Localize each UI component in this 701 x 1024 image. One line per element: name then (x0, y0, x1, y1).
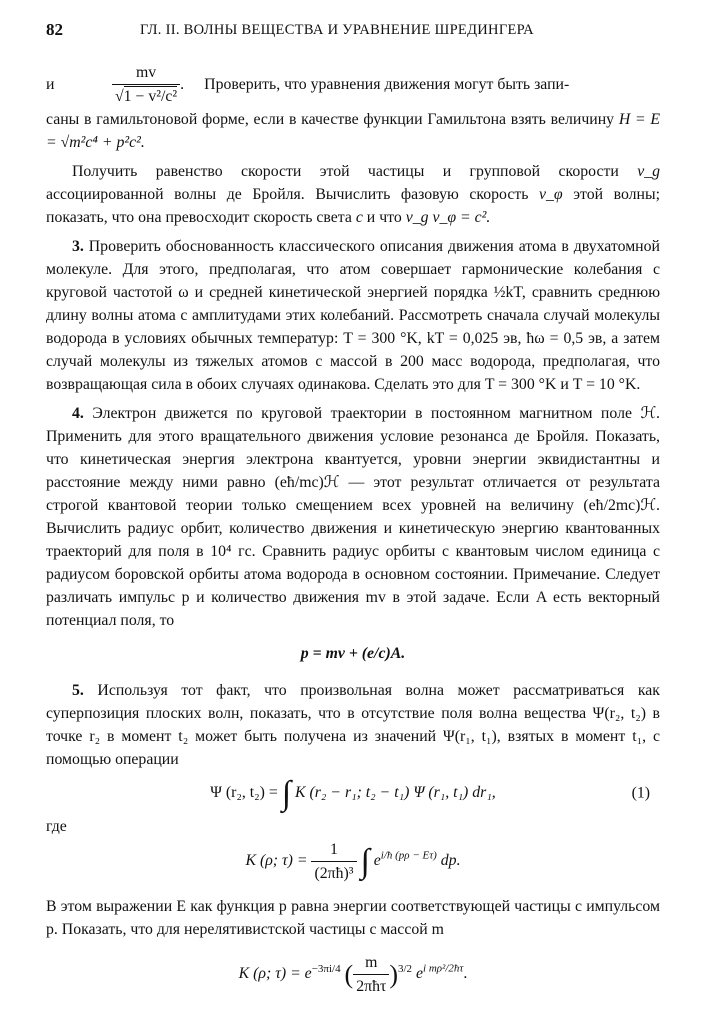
problem-5 (46, 679, 660, 771)
and-word: и (46, 75, 55, 93)
page-body (46, 60, 660, 1008)
fraction-denominator: √1 − v²/c² (115, 87, 178, 105)
momentum-fraction (112, 61, 180, 108)
problem-4 (46, 402, 660, 632)
hamilton-paragraph: саны в гамильтоновой форме, если в качестве функции Гамильтона взять величину H = E = √m²c⁴ + p²c². (46, 111, 660, 151)
group-velocity-paragraph: Получить равенство скорости этой частицы и групповой скорости v_g ассоциированной волны де Бройля. Вычислить фазовую скорость v_φ этой волны; показать, что она превосходит скорость света c и что v_g v_φ = c². (46, 163, 661, 226)
problem-3-number: 3. (72, 238, 84, 255)
momentum-equation: p = mv + (e/c)A. (300, 645, 406, 662)
nonrelativistic-paragraph: В этом выражении E как функция p равна энергии соответствующей частицы с импульсом p. Показать, что для нерелятивистской частицы с массой m (46, 897, 660, 938)
lead-line: и $\frac{mv}{\text{√1 − v²/c²}}$ . Проверить, что уравнения движения могут быть запи- (46, 60, 660, 108)
running-header (46, 20, 656, 42)
hamiltonian-formula: H = E = √m²c⁴ + p²c². (46, 111, 660, 151)
page-number: 82 (46, 20, 63, 39)
running-title: ГЛ. II. ВОЛНЫ ВЕЩЕСТВА И УРАВНЕНИЕ ШРЕДИНГЕРА (140, 22, 534, 38)
where-word: где (46, 817, 67, 835)
lead-text: Проверить, что уравнения движения могут быть запи- (204, 75, 570, 93)
equation-1: Ψ (r₂, t₂) = ∫ K (r₂ − r₁; t₂ − t₁) Ψ (r₁, t₁) dr₁, (1) (210, 774, 650, 812)
fraction-numerator: mv (112, 61, 180, 85)
equation-3: K (ρ; $\tau) = e^{-3\pi i/4}$ ( $\frac{m}{\text{2πħτ}}$ )$^{3/2}$ $e^{i m\rho^2/2ħ\tau}$. (46, 951, 660, 998)
problem-3-text: Проверить обоснованность классического описания движения атома в двухатомной молекуле. Для этого, предполагая, что атом совершает гармонические колебания с круговой частотой ω и средней кинетической энергией порядка ½kT, сравнить среднюю длину волны атома с амплитудами этих колебаний. Рассмотреть сначала случай молекулы водорода в условиях обычных температур: T = 300 °K, kT = 0,025 эв, ħω = 0,5 эв, а затем случай молекулы из тяжелых атомов с массой в 200 масс водорода, предполагая, что возвращающая сила в обоих случаях одинакова. Сделать это для T = 300 °K и T = 10 °K. (46, 238, 660, 393)
equation-number: (1) (631, 784, 650, 802)
problem-5-text: Используя тот факт, что произвольная волна может рассматриваться как суперпозиция плоских волн, показать, что в отсутствие поля волна вещества Ψ(r₂, t₂) в точке r₂ в момент t₂ может быть получена из значений Ψ(r₁, t₁), взятых в момент t₁, с помощью операции (46, 682, 660, 768)
problem-3 (46, 235, 660, 396)
problem-5-number: 5. (72, 682, 84, 699)
problem-4-number: 4. (72, 405, 84, 422)
equation-2: K (ρ; τ) = $\frac{1}{\text{(2πħ)³}}$ ∫ $e^{i/ħ (p\rho - E\tau)}$ dp. (46, 838, 660, 885)
problem-4-text: Электрон движется по круговой траектории в постоянном магнитном поле ℋ. Применить для этого вращательного движения условие резонанса де Бройля. Показать, что кинетическая энергия электрона квантуется, уровни энергии эквидистантны и расстояние между ними равно (eħ/mc)ℋ — этот результат отличается от результата строгой квантовой теории только смещением всех уровней на величину (eħ/2mc)ℋ. Вычислить радиус орбит, количество движения и кинетическую энергию квантованных траекторий для поля в 10⁴ гс. Сравнить радиус орбиты с квантовым числом единица с радиусом боровской орбиты атома водорода в основном состоянии. Примечание. Следует различать импульс p и количество движения mv в этой задаче. Если A есть векторный потенциал поля, то (46, 405, 661, 629)
